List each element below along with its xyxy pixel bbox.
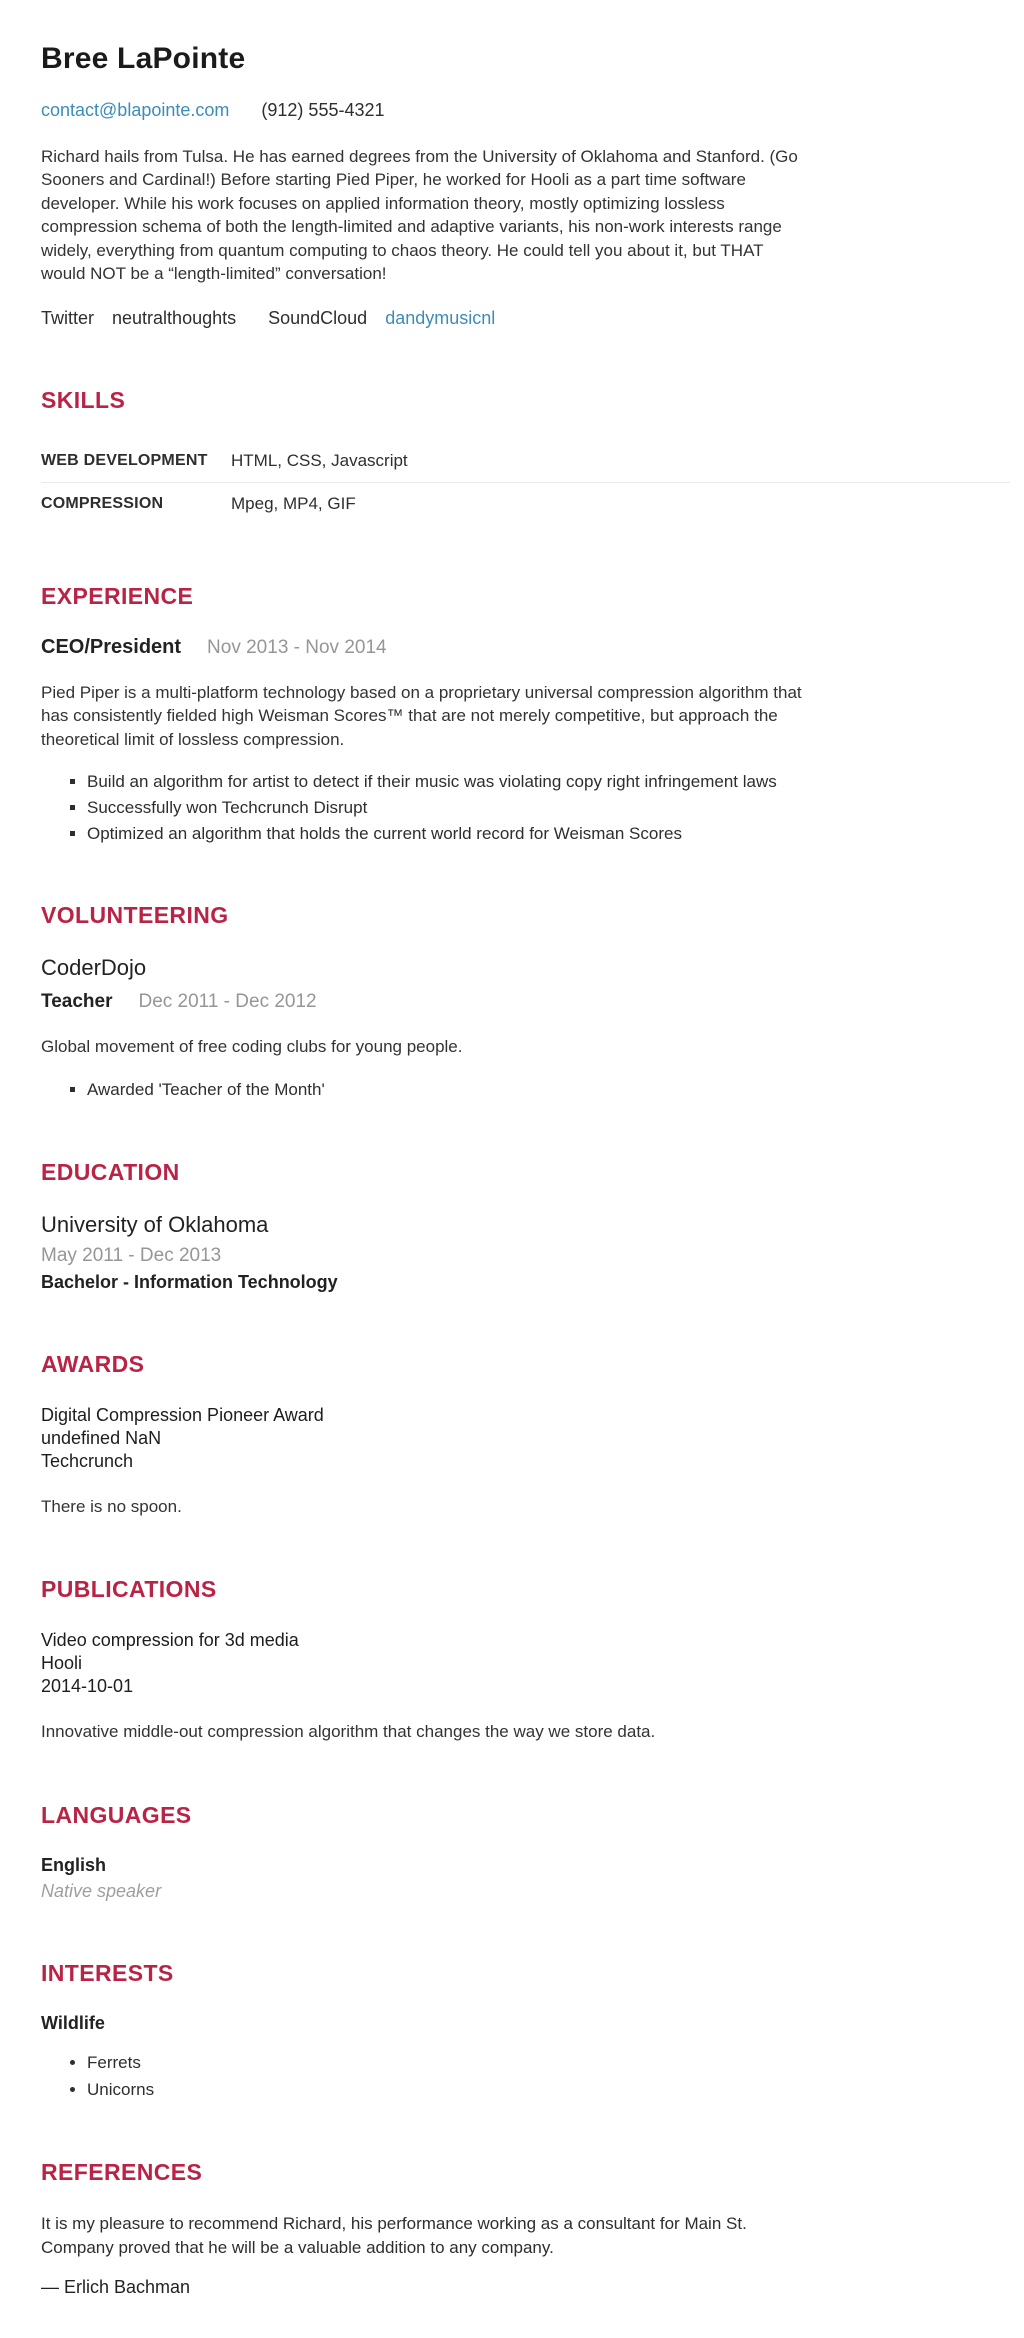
languages-section (41, 1802, 1010, 1902)
award-title: Digital Compression Pioneer Award (41, 1404, 324, 1425)
volunteer-highlights-list (41, 1079, 1010, 1101)
publications-section (41, 1576, 1010, 1744)
interests-section (41, 1960, 1010, 2101)
education-dates: May 2011 - Dec 2013 (41, 1244, 222, 1266)
job-highlight: ▪ Optimized an algorithm that holds the current world record for Weisman Scores (87, 823, 1010, 845)
job-highlights-list (41, 771, 1010, 844)
skills-table (41, 440, 1010, 525)
volunteering-section (41, 902, 1010, 1100)
resume-header (41, 42, 1010, 329)
award-summary: There is no spoon. (41, 1496, 182, 1516)
award-awarder: Techcrunch (41, 1450, 134, 1471)
skill-name: WEB DEVELOPMENT (41, 451, 208, 469)
job-dates: Nov 2013 - Nov 2014 (207, 636, 387, 658)
experience-heading: EXPERIENCE (41, 582, 194, 609)
education-heading: EDUCATION (41, 1158, 180, 1185)
skills-heading: SKILLS (41, 386, 126, 413)
social-profiles (41, 308, 1010, 329)
job-summary: Pied Piper is a multi-platform technology based on a proprietary universal compression algorithm that has consistently fielded high Weisman Scores™ that are not merely competitive, but approach the theoretical limit of lossless compression. (41, 682, 802, 749)
skill-keywords: Mpeg, MP4, GIF (231, 493, 356, 513)
languages-heading: LANGUAGES (41, 1801, 192, 1828)
publication-date: 2014-10-01 (41, 1676, 134, 1697)
references-heading: REFERENCES (41, 2158, 203, 2185)
soundcloud-network-label: SoundCloud (268, 307, 368, 328)
volunteer-summary: Global movement of free coding clubs for young people. (41, 1037, 463, 1057)
references-section (41, 2159, 1010, 2299)
skills-section (41, 387, 1010, 525)
email-link[interactable]: contact@blapointe.com (41, 100, 230, 120)
twitter-username: neutralthoughts (112, 307, 237, 328)
candidate-name: Bree LaPointe (41, 42, 246, 75)
volunteer-position: Teacher (41, 991, 113, 1013)
publications-heading: PUBLICATIONS (41, 1576, 217, 1603)
job-highlight: ▪ Build an algorithm for artist to detect if their music was violating copy right infringement laws (87, 771, 1010, 793)
volunteer-dates: Dec 2011 - Dec 2012 (138, 991, 317, 1013)
reference-name: — Erlich Bachman (41, 2277, 191, 2298)
skill-name: COMPRESSION (41, 494, 164, 512)
award-date: undefined NaN (41, 1427, 162, 1448)
language-fluency: Native speaker (41, 1880, 162, 1901)
education-degree: Bachelor - Information Technology (41, 1271, 338, 1292)
interest-keywords-list (41, 2052, 1010, 2101)
experience-section (41, 583, 1010, 845)
publication-name: Video compression for 3d media (41, 1630, 299, 1651)
volunteering-heading: VOLUNTEERING (41, 902, 229, 929)
award-block (41, 1404, 1010, 1473)
volunteer-organization: CoderDojo (41, 955, 147, 981)
contact-row (41, 100, 1010, 121)
volunteer-highlight: ▪ Awarded 'Teacher of the Month' (87, 1079, 1010, 1101)
skill-row (41, 440, 1010, 483)
profile-summary: Richard hails from Tulsa. He has earned degrees from the University of Oklahoma and Stanford. (Go Sooners and Cardinal!) Before starting Pied Piper, he worked for Hooli as a part time software developer. While his work focuses on applied information theory, mostly optimizing lossless compression schema of both the length-limited and adaptive variants, his non-work interests range widely, everything from quantum computing to chaos theory. He could tell you about it, but THAT would NOT be a “length-limited” conversation! (41, 147, 798, 284)
job-highlight: ▪ Successfully won Techcrunch Disrupt (87, 797, 1010, 819)
publication-block (41, 1629, 1010, 1698)
interest-name: Wildlife (41, 2012, 105, 2033)
interests-heading: INTERESTS (41, 1959, 174, 1986)
interest-keyword: • Unicorns (87, 2079, 1010, 2101)
awards-section (41, 1351, 1010, 1519)
publication-publisher: Hooli (41, 1653, 83, 1674)
soundcloud-username-link[interactable]: dandymusicnl (385, 307, 496, 328)
awards-heading: AWARDS (41, 1350, 145, 1377)
reference-text: It is my pleasure to recommend Richard, his performance working as a consultant for Main St. Company proved that he will be a valuable addition to any company. (41, 2213, 747, 2257)
education-institution: University of Oklahoma (41, 1211, 269, 1237)
experience-entry-header (41, 636, 1010, 659)
language-name: English (41, 1854, 107, 1875)
skill-row (41, 483, 1010, 525)
education-section (41, 1159, 1010, 1293)
interest-keyword: • Ferrets (87, 2052, 1010, 2074)
volunteer-entry-header (41, 991, 1010, 1013)
phone-number: (912) 555-4321 (261, 100, 385, 120)
publication-summary: Innovative middle-out compression algorithm that changes the way we store data. (41, 1722, 656, 1742)
job-title: CEO/President (41, 635, 182, 658)
skill-keywords: HTML, CSS, Javascript (231, 450, 408, 470)
twitter-network-label: Twitter (41, 307, 95, 328)
